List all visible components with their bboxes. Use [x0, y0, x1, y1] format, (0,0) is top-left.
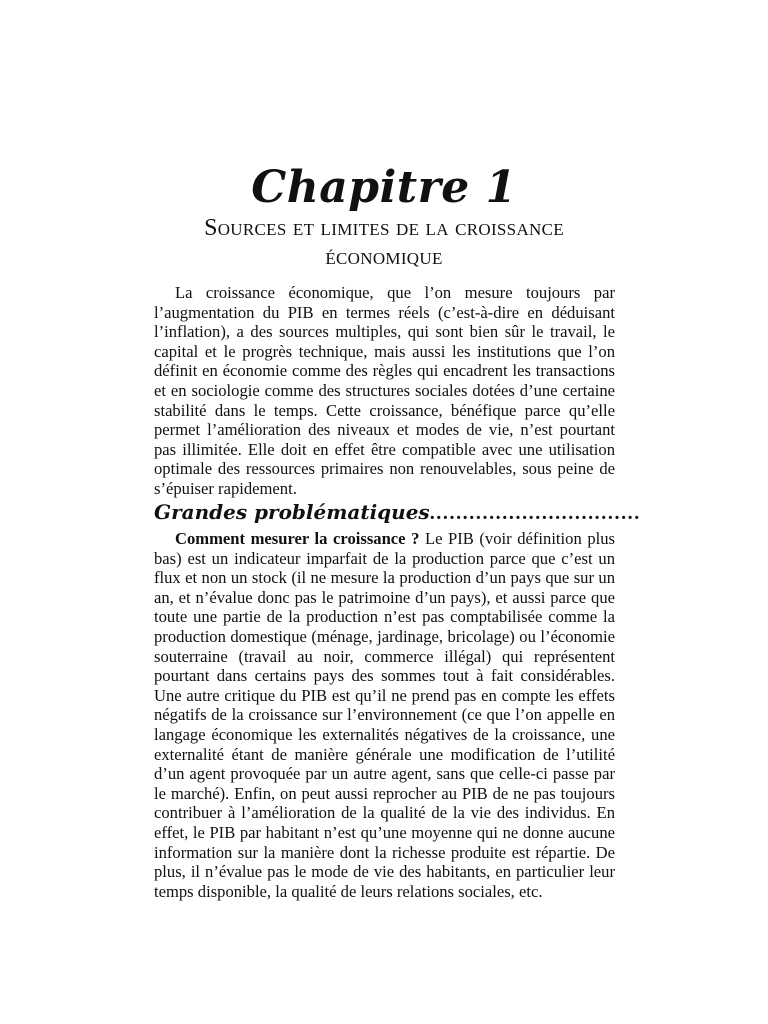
question-text: Le PIB (voir définition plus bas) est un indicateur imparfait de la production parce que c’est un flux et non un stock (il ne mesure la production d’un pays que sur un an, et n’évalue donc pas le patrimoine d’un pays), et aussi parce que toute une partie de la production n’est pas comptabilisée comme la production domestique (ménage, jardinage, bricolage) ou l’économie souterraine (travail au noir, commerce illégal) qui représentent pourtant dans certains pays des sommes tout à fait considérables. Une autre critique du PIB est qu’il ne prend pas en compte les effets négatifs de la croissance sur l’environnement (ce que l’on appelle en langage économique les externalités négatives de la croissance, une externalité étant de manière générale une modification de l’utilité d’un agent provoquée par un autre agent, sans que celle-ci passe par le marché). Enfin, on peut aussi reprocher au PIB de ne pas toujours contribuer à l’amélioration de la qualité de la vie des individus. En effet, le PIB par habitant n’est qu’une moyenne qui ne donne aucune information sur la manière dont la richesse produite est répartie. De plus, il n’évalue pas le mode de vie des habitants, en particulier leur temps disponible, la qualité de leurs relations sociales, etc.	[154, 529, 615, 901]
question-lead: Comment mesurer la croissance ?	[175, 529, 420, 548]
chapter-title: Chapitre 1	[251, 162, 517, 213]
section-heading-leader: ................................	[429, 502, 641, 524]
intro-paragraph: La croissance économique, que l’on mesure toujours par l’augmentation du PIB en termes réels (c’est-à-dire en déduisant l’inflation), a des sources multiples, qui sont bien sûr le travail, le capital et le progrès technique, mais aussi les institutions que l’on définit en économie comme des règles qui encadrent les transactions et en sociologie comme des structures sociales dotées d’une certaine stabilité dans le temps. Cette croissance, bénéfique parce qu’elle permet l’amélioration des niveaux et modes de vie, n’est pourtant pas illimitée. Elle doit en effet être compatible avec une utilisation optimale des ressources primaires non renouvelables, sous peine de s’épuiser rapidement.	[154, 283, 615, 498]
question-paragraph	[154, 529, 615, 901]
chapter-subtitle: Sources et limites de la croissance économique	[204, 215, 564, 270]
section-heading	[154, 498, 641, 527]
section-heading-text: Grandes problématiques	[154, 500, 430, 524]
